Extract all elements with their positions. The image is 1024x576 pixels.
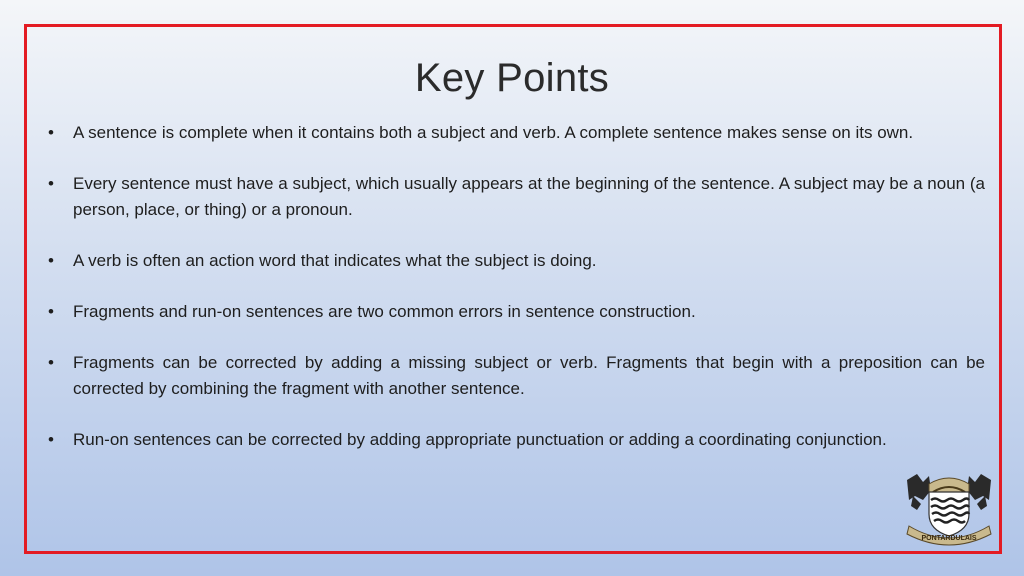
bullet-text: A verb is often an action word that indicates what the subject is doing.: [73, 251, 597, 270]
bullet-icon: •: [48, 251, 54, 270]
bullet-list: [48, 120, 985, 478]
bullet-text: Every sentence must have a subject, which usually appears at the beginning of the sentence. A subject may be a noun (a person, place, or thing) or a pronoun.: [73, 174, 985, 219]
slide-title: Key Points: [414, 56, 610, 100]
crest-scroll-text: PONTARDULAIS: [921, 535, 977, 542]
bullet-icon: •: [48, 123, 54, 142]
bullet-item: [48, 171, 985, 223]
bullet-item: [48, 427, 985, 453]
bullet-icon: •: [48, 353, 54, 372]
school-crest-icon: [903, 470, 995, 546]
bullet-text: Run-on sentences can be corrected by adding appropriate punctuation or adding a coordinating conjunction.: [73, 430, 887, 449]
bullet-item: [48, 248, 985, 274]
bullet-item: [48, 350, 985, 402]
bullet-icon: •: [48, 174, 54, 193]
bullet-text: A sentence is complete when it contains both a subject and verb. A complete sentence makes sense on its own.: [73, 123, 914, 142]
bullet-text: Fragments and run-on sentences are two common errors in sentence construction.: [73, 302, 696, 321]
bullet-item: [48, 299, 985, 325]
bullet-text: Fragments can be corrected by adding a missing subject or verb. Fragments that begin with a preposition can be corrected by combining the fragment with another sentence.: [73, 353, 985, 398]
bullet-item: [48, 120, 985, 146]
bullet-icon: •: [48, 302, 54, 321]
bullet-icon: •: [48, 430, 54, 449]
